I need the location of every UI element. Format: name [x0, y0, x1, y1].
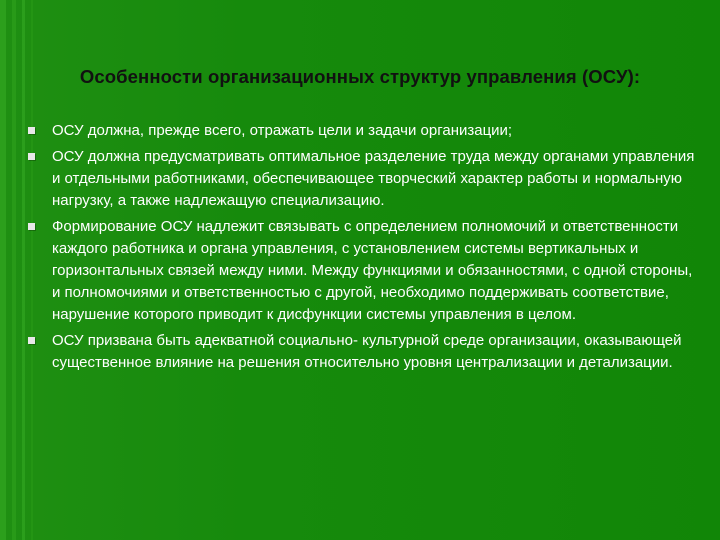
bullet-item: [28, 120, 698, 142]
bullet-text: Формирование ОСУ надлежит связывать с определением полномочий и ответственности каждого работника и органа управления, с установлением системы вертикальных и горизонтальных связей между ними. Между функциями и обязанностями, с одной стороны, и полномочиями и ответственностью с другой, необходимо поддерживать соответствие, нарушение которого приводит к дисфункции системы управления в целом.: [52, 218, 693, 323]
decorative-stripe: [0, 0, 6, 540]
bullet-item: [28, 216, 698, 326]
bullet-item: [28, 330, 698, 374]
bullet-list: [28, 120, 698, 378]
bullet-text: ОСУ должна предусматривать оптимальное разделение труда между органами управления и отдельными работниками, обеспечивающее творческий характер работы и нормальную нагрузку, а также надлежащую специализацию.: [52, 148, 695, 209]
bullet-item: [28, 146, 698, 212]
decorative-stripe: [12, 0, 16, 540]
square-bullet-icon: [28, 153, 35, 160]
square-bullet-icon: [28, 127, 35, 134]
slide-title: Особенности организационных структур управления (ОСУ):: [79, 66, 641, 87]
square-bullet-icon: [28, 223, 35, 230]
square-bullet-icon: [28, 337, 35, 344]
bullet-text: ОСУ должна, прежде всего, отражать цели и задачи организации;: [52, 122, 513, 139]
bullet-text: ОСУ призвана быть адекватной социально- культурной среде организации, оказывающей существенное влияние на решения относительно уровня централизации и детализации.: [52, 332, 682, 371]
